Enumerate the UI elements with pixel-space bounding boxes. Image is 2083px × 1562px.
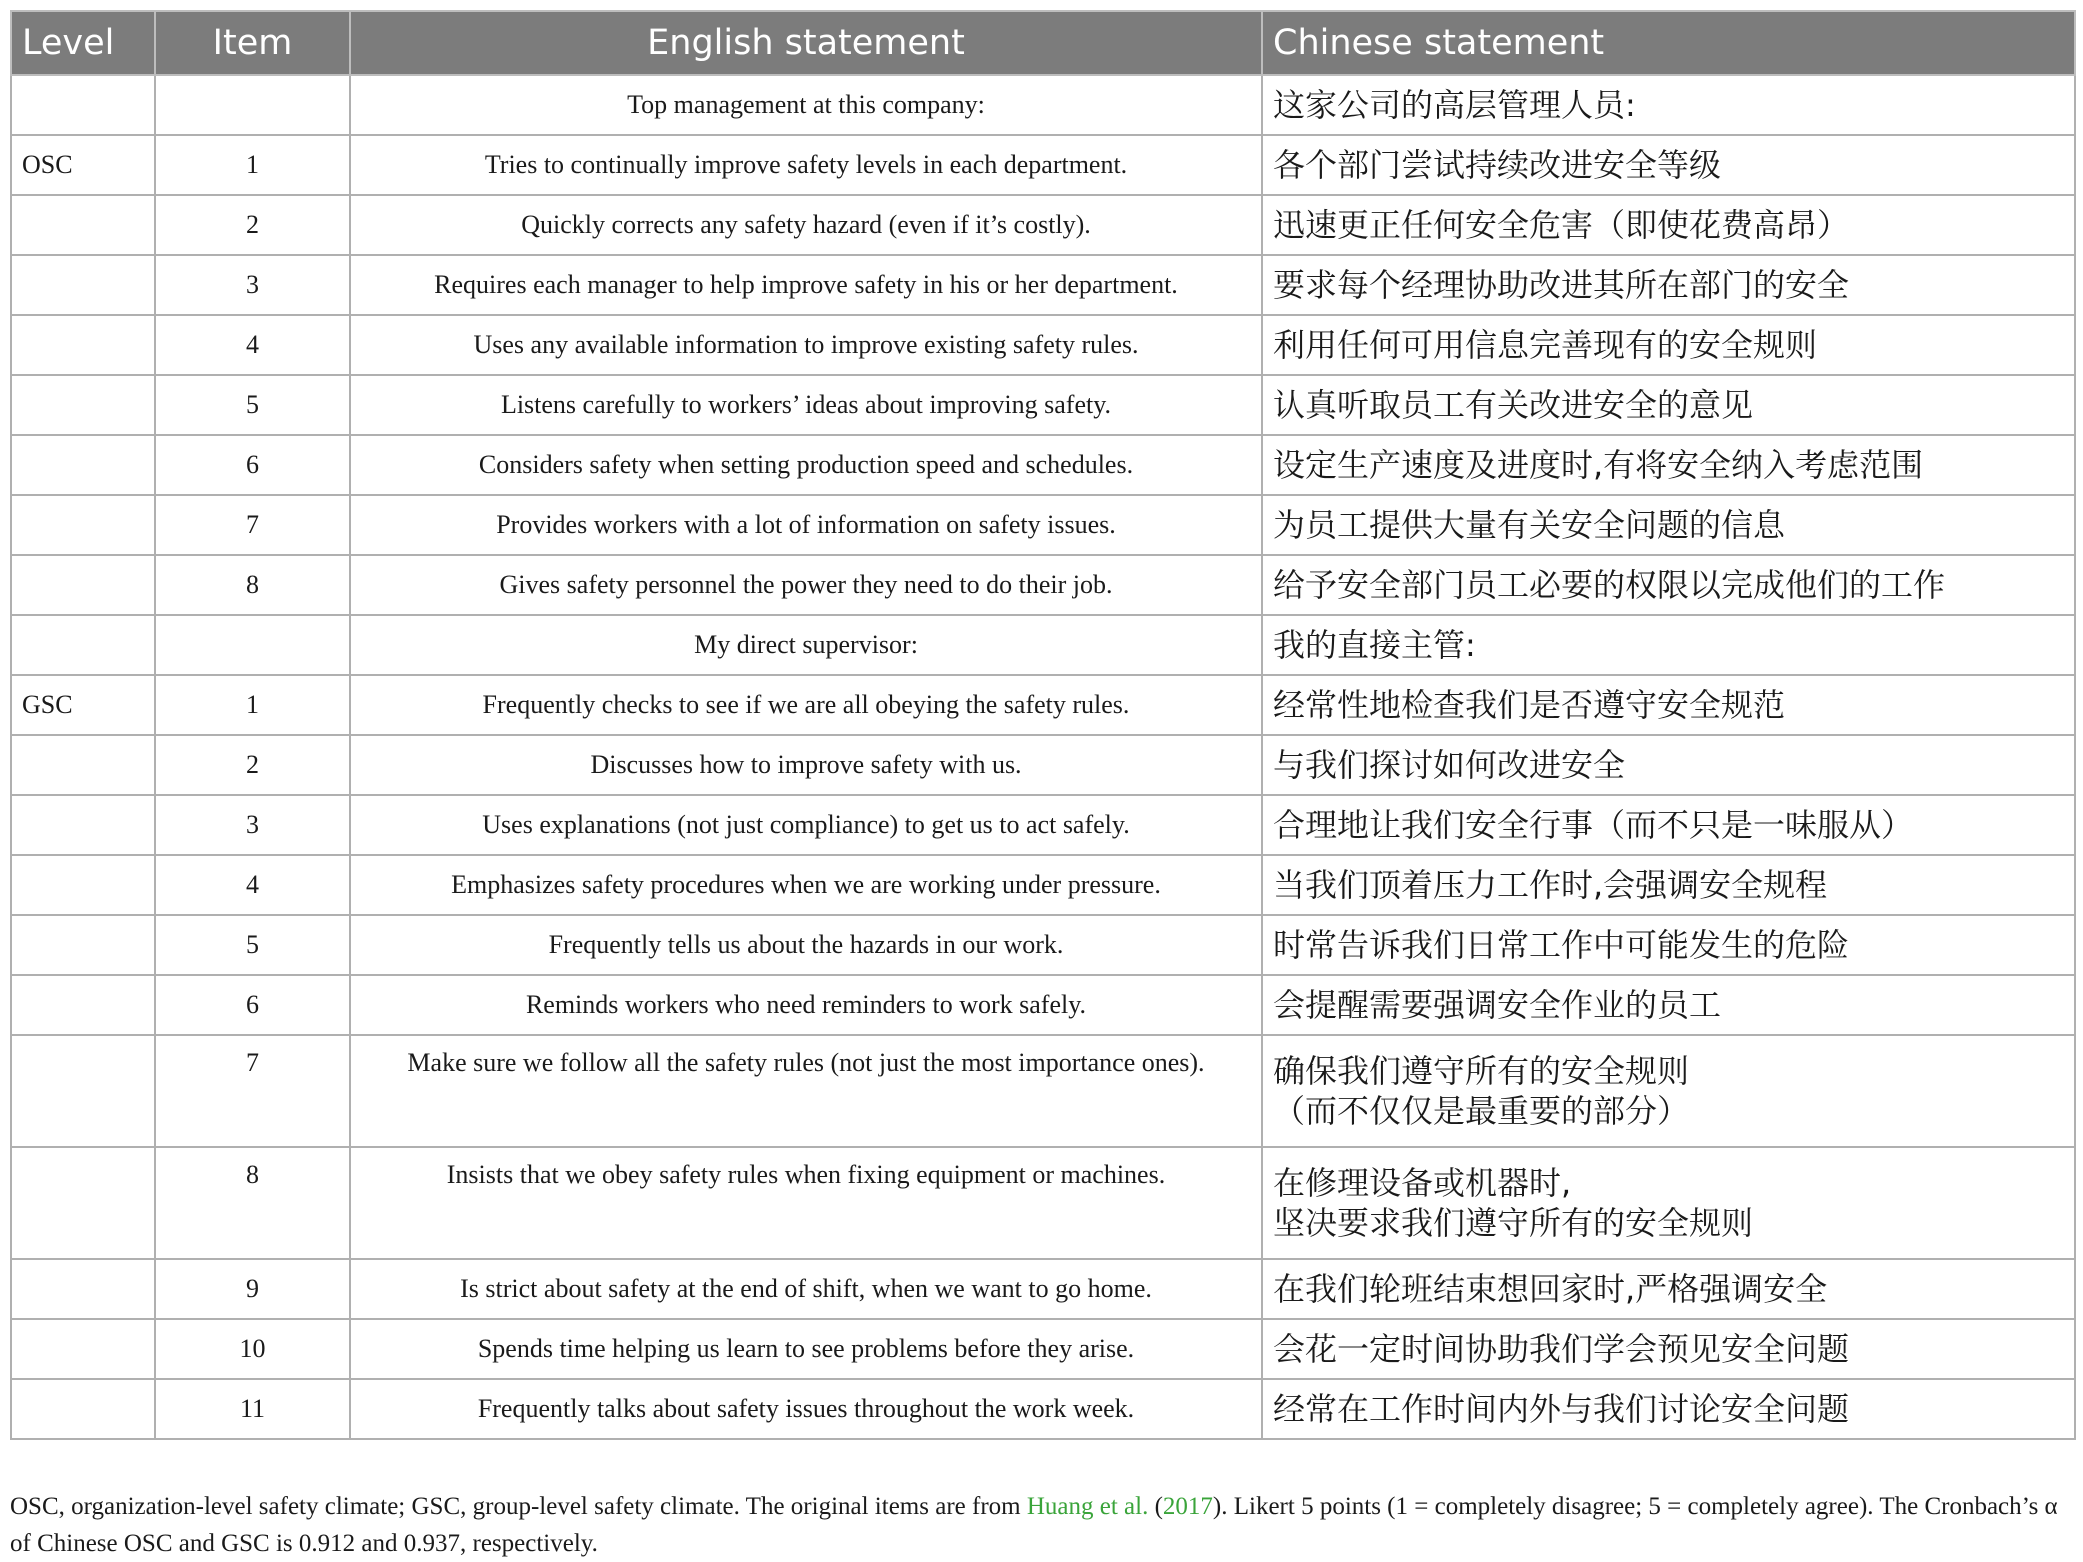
chinese-statement-line: 要求每个经理协助改进其所在部门的安全 — [1273, 266, 1850, 304]
header-chinese-statement: Chinese statement — [1262, 11, 2075, 75]
chinese-statement-line: 合理地让我们安全行事（而不只是一味服从） — [1273, 806, 1914, 844]
table-row — [11, 1319, 2075, 1379]
cell-level — [11, 1319, 155, 1379]
cell-item-number: 9 — [155, 1259, 350, 1319]
cell-item-number — [155, 615, 350, 675]
cell-level — [11, 855, 155, 915]
reference-link-year[interactable]: 2017 — [1162, 1493, 1213, 1520]
cell-chinese-statement — [1262, 555, 2075, 615]
reference-link-authors[interactable]: Huang et al. — [1026, 1493, 1149, 1520]
chinese-statement-line: 会花一定时间协助我们学会预见安全问题 — [1273, 1330, 1850, 1368]
cell-chinese-statement — [1262, 1147, 2075, 1259]
table-row — [11, 975, 2075, 1035]
table-row — [11, 495, 2075, 555]
cell-chinese-statement — [1262, 915, 2075, 975]
cell-level — [11, 915, 155, 975]
chinese-statement-line: 设定生产速度及进度时,有将安全纳入考虑范围 — [1273, 446, 1924, 484]
cell-level — [11, 375, 155, 435]
table-row — [11, 1259, 2075, 1319]
header-level: Level — [11, 11, 155, 75]
chinese-statement-line: 利用任何可用信息完善现有的安全规则 — [1273, 326, 1818, 364]
cell-item-number: 5 — [155, 915, 350, 975]
cell-english-statement: Spends time helping us learn to see problems before they arise. — [350, 1319, 1262, 1379]
cell-chinese-statement — [1262, 255, 2075, 315]
cell-chinese-statement — [1262, 1319, 2075, 1379]
chinese-statement-line: 迅速更正任何安全危害（即使花费高昂） — [1273, 206, 1850, 244]
cell-chinese-statement — [1262, 1035, 2075, 1147]
cell-level — [11, 1147, 155, 1259]
chinese-statement-line: 与我们探讨如何改进安全 — [1273, 746, 1626, 784]
table-row — [11, 1035, 2075, 1147]
cell-item-number: 2 — [155, 195, 350, 255]
table-row — [11, 855, 2075, 915]
cell-level — [11, 495, 155, 555]
chinese-statement-line: 认真听取员工有关改进安全的意见 — [1273, 386, 1754, 424]
table-row — [11, 135, 2075, 195]
cell-english-statement: Frequently talks about safety issues throughout the work week. — [350, 1379, 1262, 1439]
cell-item-number: 11 — [155, 1379, 350, 1439]
cell-level — [11, 1379, 155, 1439]
cell-english-statement: Reminds workers who need reminders to work safely. — [350, 975, 1262, 1035]
statement-table-container — [10, 10, 2074, 1440]
cell-english-statement: Gives safety personnel the power they need to do their job. — [350, 555, 1262, 615]
chinese-statement-line: 会提醒需要强调安全作业的员工 — [1273, 986, 1722, 1024]
cell-english-statement: Insists that we obey safety rules when fixing equipment or machines. — [350, 1147, 1262, 1259]
table-row — [11, 255, 2075, 315]
cell-level — [11, 735, 155, 795]
table-row — [11, 795, 2075, 855]
chinese-statement-line: 当我们顶着压力工作时,会强调安全规程 — [1273, 866, 1828, 904]
cell-english-statement: Frequently checks to see if we are all obeying the safety rules. — [350, 675, 1262, 735]
cell-chinese-statement — [1262, 1259, 2075, 1319]
cell-item-number: 6 — [155, 435, 350, 495]
cell-english-statement: Make sure we follow all the safety rules (not just the most importance ones). — [350, 1035, 1262, 1147]
chinese-statement-line: 时常告诉我们日常工作中可能发生的危险 — [1273, 926, 1850, 964]
table-row — [11, 435, 2075, 495]
cell-english-statement: Top management at this company: — [350, 75, 1262, 135]
cell-english-statement: My direct supervisor: — [350, 615, 1262, 675]
cell-english-statement: Emphasizes safety procedures when we are working under pressure. — [350, 855, 1262, 915]
cell-item-number: 5 — [155, 375, 350, 435]
cell-english-statement: Uses any available information to improve existing safety rules. — [350, 315, 1262, 375]
chinese-statement-line: 在我们轮班结束想回家时,严格强调安全 — [1273, 1270, 1828, 1308]
cell-chinese-statement — [1262, 195, 2075, 255]
cell-level — [11, 795, 155, 855]
chinese-statement-line: 我的直接主管: — [1273, 626, 1476, 664]
cell-level: OSC — [11, 135, 155, 195]
footnote-paren-open: ( — [1148, 1493, 1163, 1520]
cell-item-number: 7 — [155, 1035, 350, 1147]
table-body — [11, 75, 2075, 1439]
safety-climate-items-table — [10, 10, 2076, 1440]
cell-english-statement: Uses explanations (not just compliance) to get us to act safely. — [350, 795, 1262, 855]
chinese-statement-line: （而不仅仅是最重要的部分） — [1273, 1092, 1690, 1130]
chinese-statement-line: 这家公司的高层管理人员: — [1273, 86, 1636, 124]
table-header-row — [11, 11, 2075, 75]
cell-level — [11, 1035, 155, 1147]
cell-level — [11, 435, 155, 495]
cell-level — [11, 975, 155, 1035]
cell-chinese-statement — [1262, 975, 2075, 1035]
cell-chinese-statement — [1262, 375, 2075, 435]
cell-item-number: 1 — [155, 135, 350, 195]
cell-chinese-statement — [1262, 675, 2075, 735]
table-row — [11, 315, 2075, 375]
cell-item-number: 6 — [155, 975, 350, 1035]
cell-chinese-statement — [1262, 75, 2075, 135]
header-item: Item — [155, 11, 350, 75]
footnote-text-start: OSC, organization-level safety climate; GSC, group-level safety climate. The original items are from — [10, 1493, 1027, 1520]
cell-item-number: 8 — [155, 1147, 350, 1259]
table-row — [11, 195, 2075, 255]
cell-english-statement: Discusses how to improve safety with us. — [350, 735, 1262, 795]
cell-english-statement: Considers safety when setting production speed and schedules. — [350, 435, 1262, 495]
table-row — [11, 915, 2075, 975]
chinese-statement-line: 各个部门尝试持续改进安全等级 — [1273, 146, 1722, 184]
table-row — [11, 1147, 2075, 1259]
cell-chinese-statement — [1262, 495, 2075, 555]
cell-chinese-statement — [1262, 735, 2075, 795]
table-row — [11, 615, 2075, 675]
chinese-statement-line: 在修理设备或机器时, — [1273, 1164, 1572, 1202]
cell-item-number: 1 — [155, 675, 350, 735]
cell-level — [11, 75, 155, 135]
cell-chinese-statement — [1262, 615, 2075, 675]
cell-item-number: 7 — [155, 495, 350, 555]
cell-item-number: 4 — [155, 855, 350, 915]
table-row — [11, 75, 2075, 135]
cell-chinese-statement — [1262, 435, 2075, 495]
table-row — [11, 555, 2075, 615]
chinese-statement-line: 确保我们遵守所有的安全规则 — [1273, 1052, 1690, 1090]
table-row — [11, 375, 2075, 435]
cell-english-statement: Quickly corrects any safety hazard (even if it’s costly). — [350, 195, 1262, 255]
cell-level — [11, 1259, 155, 1319]
cell-level — [11, 255, 155, 315]
cell-chinese-statement — [1262, 1379, 2075, 1439]
cell-item-number: 8 — [155, 555, 350, 615]
table-row — [11, 1379, 2075, 1439]
cell-chinese-statement — [1262, 855, 2075, 915]
cell-chinese-statement — [1262, 135, 2075, 195]
cell-english-statement: Frequently tells us about the hazards in our work. — [350, 915, 1262, 975]
cell-item-number: 4 — [155, 315, 350, 375]
cell-level — [11, 315, 155, 375]
cell-english-statement: Provides workers with a lot of information on safety issues. — [350, 495, 1262, 555]
table-row — [11, 675, 2075, 735]
table-row — [11, 735, 2075, 795]
header-english-statement: English statement — [350, 11, 1262, 75]
cell-item-number: 3 — [155, 255, 350, 315]
cell-level — [11, 555, 155, 615]
chinese-statement-line: 经常性地检查我们是否遵守安全规范 — [1273, 686, 1786, 724]
cell-level — [11, 195, 155, 255]
cell-item-number: 2 — [155, 735, 350, 795]
cell-chinese-statement — [1262, 315, 2075, 375]
chinese-statement-line: 给予安全部门员工必要的权限以完成他们的工作 — [1273, 566, 1946, 604]
cell-english-statement: Tries to continually improve safety levels in each department. — [350, 135, 1262, 195]
cell-item-number — [155, 75, 350, 135]
cell-level: GSC — [11, 675, 155, 735]
cell-english-statement: Listens carefully to workers’ ideas about improving safety. — [350, 375, 1262, 435]
cell-chinese-statement — [1262, 795, 2075, 855]
footnote-text-end: ). Likert 5 points (1 = completely disagree; 5 = completely agree). The Cronbach’s α of Chinese OSC and GSC is 0.912 and 0.937, respectively. — [10, 1493, 2058, 1557]
cell-english-statement: Is strict about safety at the end of shift, when we want to go home. — [350, 1259, 1262, 1319]
chinese-statement-line: 为员工提供大量有关安全问题的信息 — [1273, 506, 1786, 544]
chinese-statement-line: 经常在工作时间内外与我们讨论安全问题 — [1273, 1390, 1850, 1428]
cell-level — [11, 615, 155, 675]
chinese-statement-line: 坚决要求我们遵守所有的安全规则 — [1273, 1204, 1754, 1242]
cell-item-number: 10 — [155, 1319, 350, 1379]
table-footnote — [10, 1488, 2074, 1562]
cell-english-statement: Requires each manager to help improve safety in his or her department. — [350, 255, 1262, 315]
cell-item-number: 3 — [155, 795, 350, 855]
